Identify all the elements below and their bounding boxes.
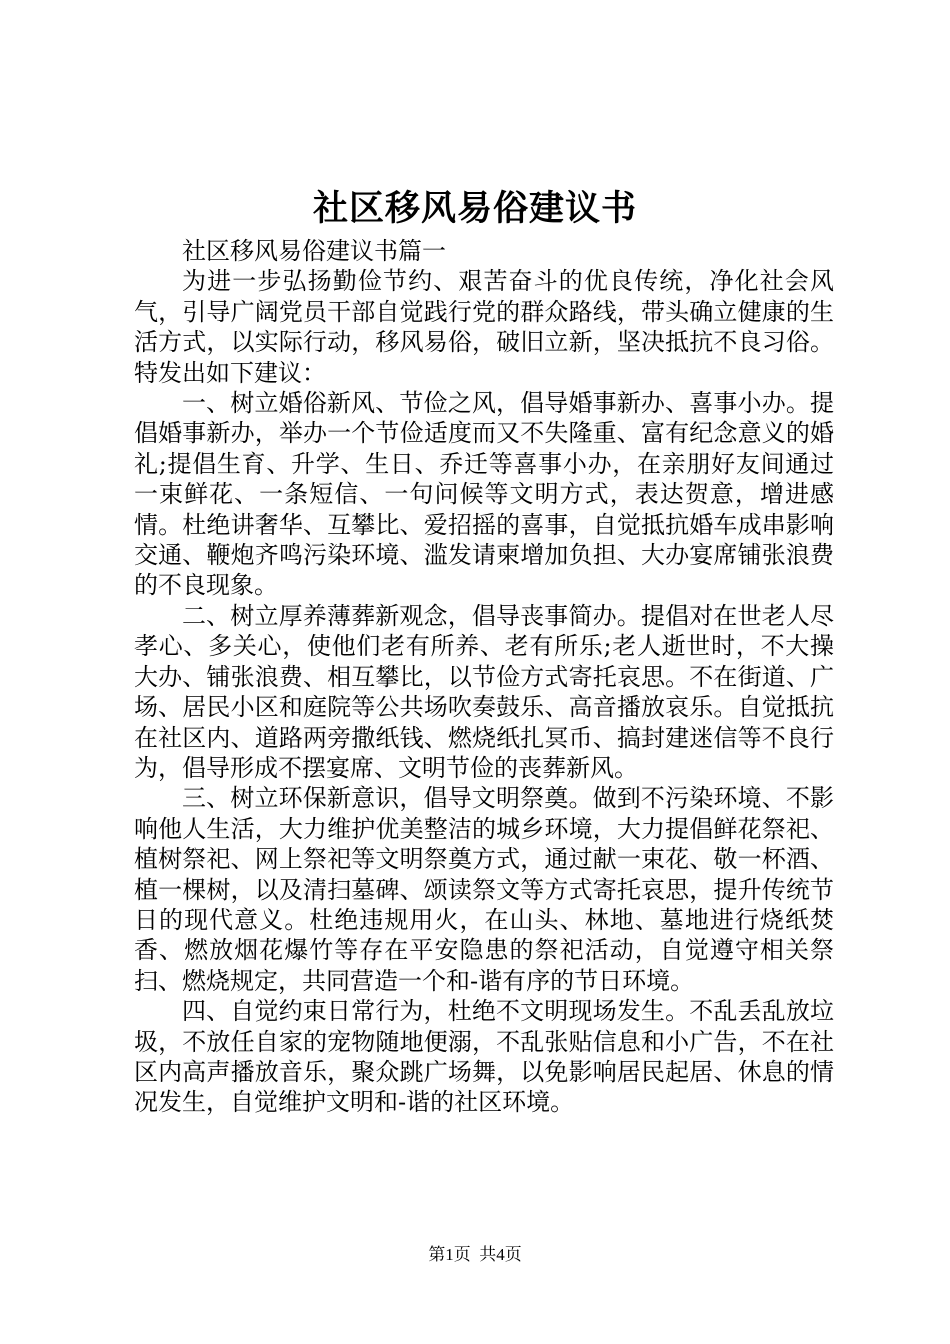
paragraph-intro: 为进一步弘扬勤俭节约、艰苦奋斗的优良传统，净化社会风气，引导广阔党员干部自觉践行党的群众路线，带头确立健康的生活方式，以实际行动，移风易俗，破旧立新，坚决抵抗不良习俗。特发出如下建议： (134, 267, 834, 387)
paragraph-conduct: 四、自觉约束日常行为，杜绝不文明现场发生。不乱丢乱放垃圾，不放任自家的宠物随地便溺，不乱张贴信息和小广告，不在社区内高声播放音乐，聚众跳广场舞，以免影响居民起居、休息的情况发生，自觉维护文明和-谐的社区环境。 (134, 997, 834, 1117)
paragraph-memorial: 三、树立环保新意识，倡导文明祭奠。做到不污染环境、不影响他人生活，大力维护优美整洁的城乡环境，大力提倡鲜花祭祀、植树祭祀、网上祭祀等文明祭奠方式，通过献一束花、敬一杯酒、植一棵树，以及清扫墓碑、颂读祭文等方式寄托哀思，提升传统节日的现代意义。杜绝违规用火，在山头、林地、墓地进行烧纸焚香、燃放烟花爆竹等存在平安隐患的祭祀活动，自觉遵守相关祭扫、燃烧规定，共同营造一个和-谐有序的节日环境。 (134, 784, 834, 995)
page-number: 第1页 共4页 (428, 1245, 522, 1264)
paragraph-wedding: 一、树立婚俗新风、节俭之风，倡导婚事新办、喜事小办。提倡婚事新办，举办一个节俭适度而又不失隆重、富有纪念意义的婚礼;提倡生育、升学、生日、乔迁等喜事小办，在亲朋好友间通过一束鲜花、一条短信、一句问候等文明方式，表达贺意，增进感情。杜绝讲奢华、互攀比、爱招摇的喜事，自觉抵抗婚车成串影响交通、鞭炮齐鸣污染环境、滥发请柬增加负担、大办宴席铺张浪费的不良现象。 (134, 389, 834, 600)
section-subtitle: 社区移风易俗建议书篇一 (182, 237, 446, 265)
paragraph-funeral: 二、树立厚养薄葬新观念，倡导丧事简办。提倡对在世老人尽孝心、多关心，使他们老有所养、老有所乐;老人逝世时，不大操大办、铺张浪费、相互攀比，以节俭方式寄托哀思。不在街道、广场、居民小区和庭院等公共场吹奏鼓乐、高音播放哀乐。自觉抵抗在社区内、道路两旁撒纸钱、燃烧纸扎冥币、搞封建迷信等不良行为，倡导形成不摆宴席、文明节俭的丧葬新风。 (134, 601, 834, 782)
document-body (134, 236, 834, 1118)
page-title: 社区移风易俗建议书 (312, 188, 637, 229)
